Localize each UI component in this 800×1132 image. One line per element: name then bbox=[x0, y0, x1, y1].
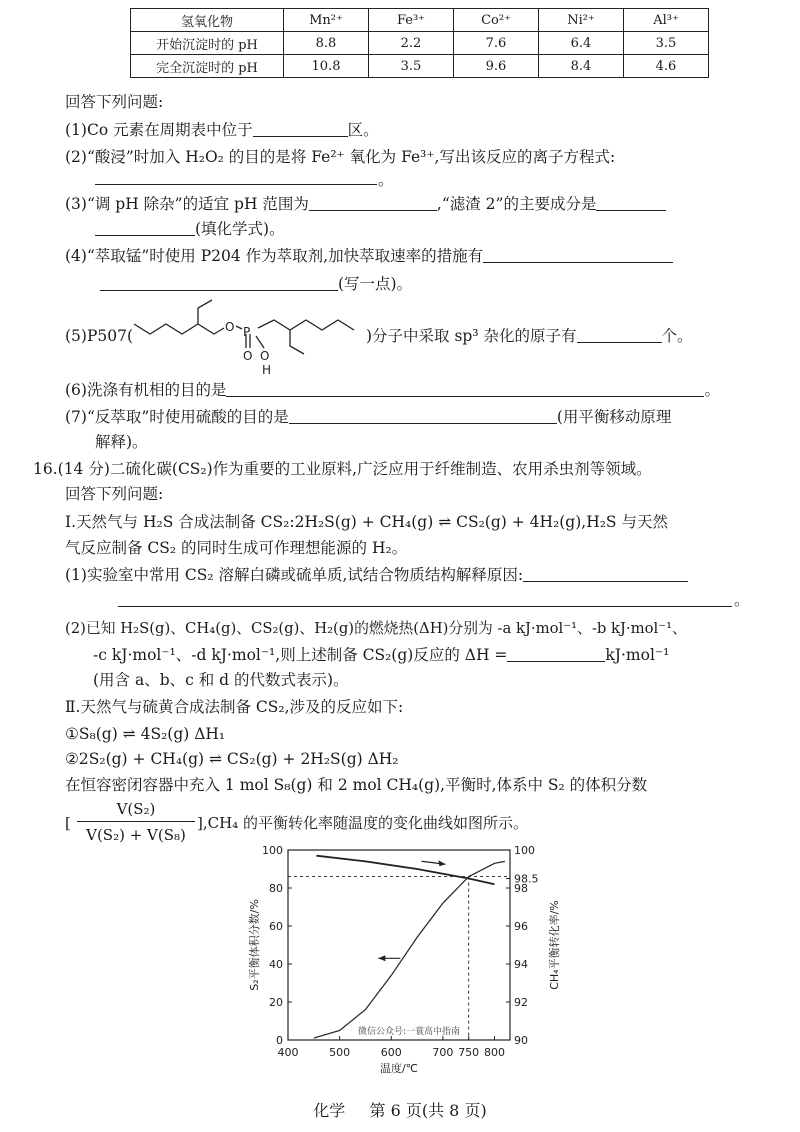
q15-intro: 回答下列问题: bbox=[65, 93, 164, 111]
answer-blank[interactable] bbox=[100, 290, 338, 291]
table-cell: 8.8 bbox=[284, 32, 369, 55]
q16-condition: 在恒容密闭容器中充入 1 mol S₈(g) 和 2 mol CH₄(g),平衡时,体系中 S₂ 的体积分数 bbox=[65, 776, 648, 794]
q15-3-text2: ,“滤渣 2”的主要成分是 bbox=[436, 195, 597, 213]
right-tick-label: 100 bbox=[514, 844, 535, 857]
q15-3-text: (3)“调 pH 除杂”的适宜 pH 范围为 bbox=[65, 195, 309, 213]
bracket-open: [ bbox=[65, 814, 71, 832]
q15-7-text: (7)“反萃取”时使用硫酸的目的是 bbox=[65, 408, 289, 426]
footer-page-number: 第 6 页(共 8 页) bbox=[369, 1101, 487, 1120]
q15-4 bbox=[65, 246, 673, 266]
q15-3-tail: (填化学式)。 bbox=[195, 220, 285, 238]
q16-part2: Ⅱ.天然气与硫黄合成法制备 CS₂,涉及的反应如下: bbox=[65, 698, 404, 716]
watermark-text: 微信公众号:一蓑高中指南 bbox=[357, 1027, 461, 1037]
table-header-cell: Mn²⁺ bbox=[284, 9, 369, 32]
q16-2-unit: kJ·mol⁻¹ bbox=[605, 646, 670, 664]
table-header-cell: Ni²⁺ bbox=[539, 9, 624, 32]
table-cell: 6.4 bbox=[539, 32, 624, 55]
right-tick-label: 98.5 bbox=[514, 872, 539, 886]
right-tick-label: 94 bbox=[514, 958, 528, 971]
x-tick-label: 800 bbox=[484, 1046, 506, 1059]
left-tick-label: 60 bbox=[269, 920, 283, 933]
left-axis-arrowhead bbox=[378, 955, 385, 961]
q15-3 bbox=[65, 194, 666, 214]
q16-reaction-1: ①S₈(g) ⇌ 4S₂(g) ΔH₁ bbox=[65, 725, 226, 743]
answer-blank[interactable] bbox=[483, 262, 673, 263]
hydroxyl-oxygen-label: O bbox=[260, 349, 270, 363]
x-tick-label: 700 bbox=[432, 1046, 454, 1059]
x-tick-label: 600 bbox=[380, 1046, 402, 1059]
q16-reaction-2: ②2S₂(g) + CH₄(g) ⇌ CS₂(g) + 2H₂S(g) ΔH₂ bbox=[65, 750, 399, 768]
table-header-cell: 氢氧化物 bbox=[131, 9, 284, 32]
table-cell: 7.6 bbox=[454, 32, 539, 55]
q16-part1-line1: Ⅰ.天然气与 H₂S 合成法制备 CS₂:2H₂S(g) + CH₄(g) ⇌ CS₂(g) + 4H₂(g),H₂S 与天然 bbox=[65, 513, 668, 531]
table-header-cell: Al³⁺ bbox=[624, 9, 709, 32]
q16-2-text: -c kJ·mol⁻¹、-d kJ·mol⁻¹,则上述制备 CS₂(g)反应的 ΔH = bbox=[93, 646, 508, 664]
table-cell: 2.2 bbox=[369, 32, 454, 55]
answer-blank[interactable] bbox=[118, 588, 732, 607]
s2-fraction-curve bbox=[314, 861, 505, 1038]
ch4-conversion-curve bbox=[316, 856, 494, 885]
q16-part1-line2: 气反应制备 CS₂ 的同时生成可作理想能源的 H₂。 bbox=[65, 539, 408, 557]
p507-structure-diagram bbox=[128, 296, 368, 378]
q15-5-head: (5)P507( bbox=[65, 327, 134, 345]
q16-1-text: (1)实验室中常用 CS₂ 溶解白磷或硫单质,试结合物质结构解释原因: bbox=[65, 566, 524, 584]
table-cell: 3.5 bbox=[369, 55, 454, 78]
fraction-numerator: V(S₂) bbox=[116, 800, 156, 818]
left-tick-label: 100 bbox=[262, 844, 283, 857]
right-axis-label: CH₄平衡转化率/% bbox=[548, 900, 561, 990]
q16-2-line3: (用含 a、b、c 和 d 的代数式表示)。 bbox=[93, 671, 349, 689]
p-oh-bond bbox=[256, 336, 264, 348]
right-tick-label: 92 bbox=[514, 996, 528, 1009]
q15-2: (2)“酸浸”时加入 H₂O₂ 的目的是将 Fe²⁺ 氧化为 Fe³⁺,写出该反应的离子方程式: bbox=[65, 148, 616, 166]
q15-4-line2 bbox=[100, 274, 412, 294]
left-axis-label: S₂平衡体积分数/% bbox=[248, 899, 261, 991]
table-cell: 完全沉淀时的 pH bbox=[131, 55, 284, 78]
left-tick-label: 80 bbox=[269, 882, 283, 895]
q15-1 bbox=[65, 120, 379, 140]
equilibrium-chart bbox=[240, 840, 570, 1090]
x-tick-label: 400 bbox=[277, 1046, 299, 1059]
hydroxyl-hydrogen-label: H bbox=[262, 363, 272, 377]
fraction-denominator: V(S₂) + V(S₈) bbox=[86, 826, 186, 844]
ethyl-branch-bond bbox=[198, 300, 212, 324]
q16-1-end: 。 bbox=[734, 591, 750, 609]
answer-blank[interactable] bbox=[507, 661, 605, 662]
answer-blank[interactable] bbox=[253, 136, 348, 137]
q16-heading: 16.(14 分)二硫化碳(CS₂)作为重要的工业原料,广泛应用于纤维制造、农用杀虫剂等领域。 bbox=[33, 460, 652, 478]
octyl-chain-bond bbox=[258, 320, 354, 330]
octyl-branch-bond bbox=[290, 330, 304, 354]
phosphorus-atom-label: P bbox=[243, 325, 251, 339]
right-axis-arrowhead bbox=[438, 860, 445, 866]
left-tick-label: 20 bbox=[269, 996, 283, 1009]
table-cell: 4.6 bbox=[624, 55, 709, 78]
answer-blank[interactable] bbox=[596, 210, 666, 211]
table-cell: 9.6 bbox=[454, 55, 539, 78]
right-tick-label: 96 bbox=[514, 920, 528, 933]
q15-1-tail: 区。 bbox=[347, 121, 379, 139]
right-tick-label: 98 bbox=[514, 882, 528, 895]
q15-7 bbox=[65, 407, 671, 427]
q15-2-end: 。 bbox=[378, 171, 394, 189]
x-tick-label: 750 bbox=[458, 1046, 480, 1059]
table-cell: 10.8 bbox=[284, 55, 369, 78]
q15-5-tail: 个。 bbox=[661, 327, 693, 345]
q15-4-text: (4)“萃取锰”时使用 P204 作为萃取剂,加快萃取速率的措施有 bbox=[65, 247, 484, 265]
x-tick-label: 500 bbox=[329, 1046, 351, 1059]
answer-blank[interactable] bbox=[289, 423, 557, 424]
answer-blank[interactable] bbox=[95, 235, 195, 236]
answer-blank[interactable] bbox=[577, 342, 662, 343]
left-tick-label: 40 bbox=[269, 958, 283, 971]
q15-7-text2: (用平衡移动原理 bbox=[556, 408, 672, 426]
q15-6-text: (6)洗涤有机相的目的是 bbox=[65, 381, 227, 399]
left-tick-label: 0 bbox=[276, 1034, 283, 1047]
fraction-bar bbox=[77, 821, 195, 822]
q16-1 bbox=[65, 565, 688, 585]
ch2-o-bond bbox=[198, 324, 224, 334]
table-cell: 开始沉淀时的 pH bbox=[131, 32, 284, 55]
plot-frame bbox=[288, 850, 510, 1040]
o-p-bond bbox=[236, 326, 242, 329]
right-tick-label: 90 bbox=[514, 1034, 528, 1047]
oxygen-atom-label: O bbox=[225, 320, 235, 334]
footer-subject: 化学 bbox=[313, 1101, 346, 1120]
q15-5 bbox=[366, 326, 693, 346]
q16-condition-tail: ],CH₄ 的平衡转化率随温度的变化曲线如图所示。 bbox=[197, 814, 528, 832]
table-header-cell: Fe³⁺ bbox=[369, 9, 454, 32]
x-axis-label: 温度/℃ bbox=[379, 1062, 419, 1075]
q16-2-line1: (2)已知 H₂S(g)、CH₄(g)、CS₂(g)、H₂(g)的燃烧热(ΔH)分别为 -a kJ·mol⁻¹、-b kJ·mol⁻¹、 bbox=[65, 620, 687, 637]
q15-6 bbox=[65, 380, 720, 400]
table-cell: 3.5 bbox=[624, 32, 709, 55]
q15-3-line2 bbox=[95, 219, 285, 239]
answer-blank[interactable] bbox=[523, 581, 688, 582]
hydroxide-ph-table bbox=[130, 8, 709, 78]
table-header-cell: Co²⁺ bbox=[454, 9, 539, 32]
answer-blank[interactable] bbox=[309, 210, 437, 211]
hexyl-chain-bond bbox=[134, 324, 198, 334]
page-footer bbox=[0, 1098, 800, 1121]
q15-7-line2: 解释)。 bbox=[95, 433, 148, 451]
q16-2-line2 bbox=[93, 645, 669, 665]
q15-6-end: 。 bbox=[704, 381, 720, 399]
q15-1-text: (1)Co 元素在周期表中位于 bbox=[65, 121, 253, 139]
q15-5-text: )分子中采取 sp³ 杂化的原子有 bbox=[366, 327, 577, 345]
q16-intro: 回答下列问题: bbox=[65, 485, 164, 503]
q15-4-tail: (写一点)。 bbox=[338, 275, 413, 293]
answer-blank[interactable] bbox=[95, 164, 377, 185]
oxygen-atom-label: O bbox=[243, 349, 253, 363]
answer-blank[interactable] bbox=[226, 396, 704, 397]
table-cell: 8.4 bbox=[539, 55, 624, 78]
